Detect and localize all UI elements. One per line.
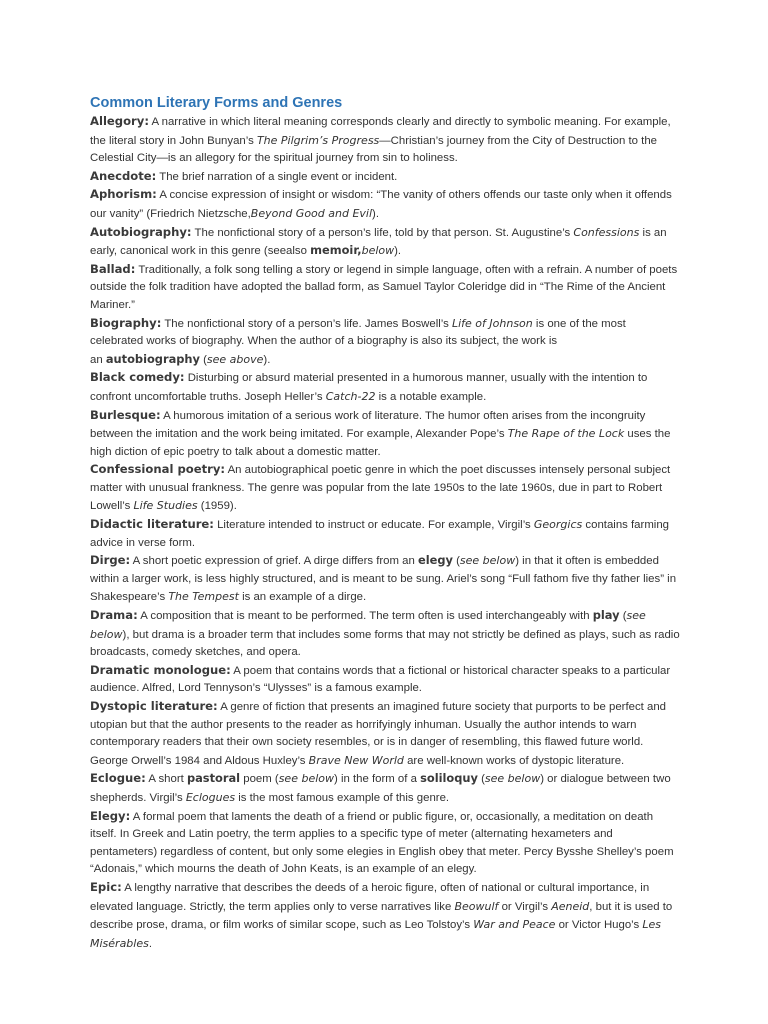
entry-text: an <box>90 353 106 366</box>
cross-reference: play <box>592 608 620 623</box>
entry-term: Ballad: <box>90 261 136 276</box>
entry-text: The nonfictional story of a person’s life. James Boswell’s <box>161 317 452 330</box>
entry-italic: Les Misérables <box>90 918 661 950</box>
entry-term: Eclogue: <box>90 771 146 786</box>
entry-italic: Brave New World <box>308 753 404 767</box>
entry-term: Autobiography: <box>90 224 192 239</box>
entry-text: A genre of fiction that presents an imagined future society that purports to be perfect and utopian but that the author presents to the reader as horrifyingly inhuman. Usually the author intends to warn contemporary readers that their own society resembles, or is in danger of resembling, this flawed future world. George Orwell’s 1984 and Aldous Huxley’s <box>90 701 666 767</box>
entry-italic: see below <box>459 554 516 568</box>
entry-term: Biography: <box>90 315 162 330</box>
entry-term: Elegy: <box>90 808 131 823</box>
entry-text: ), but drama is a broader term that includes some forms that may not strictly be defined as plays, such as radio broadcasts, comedy sketches, and opera. <box>90 628 680 659</box>
entry-term: Anecdote: <box>90 168 157 183</box>
entry-italic: Confessions <box>573 225 640 239</box>
entry-term: Dystopic literature: <box>90 699 218 713</box>
glossary-entry <box>90 168 680 187</box>
entry-text: A lengthy narrative that describes the deeds of a heroic figure, often of national or cultural importance, in elevated language. Strictly, the term applies only to verse narratives like <box>90 881 650 913</box>
entry-text: is an example of a dirge. <box>238 591 367 604</box>
glossary-entry <box>90 662 680 698</box>
entry-text: Literature intended to instruct or educate. For example, Virgil’s <box>213 519 534 532</box>
entry-italic: The Pilgrim’s Progress <box>256 133 380 147</box>
glossary-entry <box>90 369 680 406</box>
glossary-entry <box>90 461 680 516</box>
entry-italic: Georgics <box>533 518 583 532</box>
entry-italic: The Rape of the Lock <box>507 427 625 441</box>
entry-text: ) in the form of a <box>334 773 421 786</box>
entry-text: The brief narration of a single event or incident. <box>156 170 398 183</box>
entry-term: Dramatic monologue: <box>90 662 231 677</box>
entry-italic: Beyond Good and Evil <box>250 206 373 220</box>
entry-text: . <box>148 937 153 950</box>
glossary-entry <box>90 261 680 315</box>
entry-text: Disturbing or absurd material presented in a humorous manner, usually with the intention to confront uncomfortable truths. Joseph Heller’s <box>90 372 648 403</box>
page-title: Common Literary Forms and Genres <box>90 95 343 111</box>
entry-italic: see below <box>90 609 646 641</box>
entry-text: , but it is used to describe prose, drama, or film works of similar scope, such as Leo Tolstoy’s <box>90 900 673 932</box>
glossary-entry <box>90 808 680 879</box>
entry-italic: Aeneid <box>551 899 590 913</box>
entry-term: Drama: <box>90 608 138 623</box>
glossary-entry <box>90 879 680 953</box>
entry-italic: see above <box>206 352 264 366</box>
entry-text: (1959). <box>197 500 237 513</box>
entry-text: or Victor Hugo’s <box>555 919 643 932</box>
glossary-entry <box>90 607 680 662</box>
glossary-entry <box>90 552 680 607</box>
glossary-entry <box>90 315 680 370</box>
entry-italic: Life Studies <box>133 499 198 513</box>
entry-text: A narrative in which literal meaning corresponds clearly and directly to symbolic meaning. For example, the literal story in John Bunyan’s <box>90 116 671 147</box>
entry-term: Epic: <box>90 879 122 894</box>
entry-text: ( <box>619 610 627 623</box>
glossary-entry <box>90 770 680 807</box>
entry-text: contains farming advice in verse form. <box>90 519 670 549</box>
entry-text: A poem that contains words that a fictional or historical character speaks to a particular audience. Alfred, Lord Tennyson’s “Ulysses” is a famous example. <box>90 664 671 695</box>
entry-text: is one of the most celebrated works of biography. When the author of a biography is also its subject, the work is <box>90 317 626 348</box>
glossary-entry <box>90 113 680 168</box>
entry-text: A humorous imitation of a serious work of literature. The humor often arises from the incongruity between the imitation and the work being imitated. For example, Alexander Pope’s <box>90 409 646 441</box>
entry-text: are well-known works of dystopic literature. <box>403 754 625 767</box>
entry-text: A short <box>145 773 187 786</box>
entry-italic: War and Peace <box>473 918 556 932</box>
entry-text: The nonfictional story of a person’s life, told by that person. St. Augustine’s <box>191 226 574 239</box>
glossary-entry <box>90 698 680 770</box>
entry-text: ( <box>477 773 485 786</box>
document-body <box>90 94 680 953</box>
entry-text: Traditionally, a folk song telling a story or legend in simple language, often with a refrain. A number of poets outside the folk tradition have adopted the ballad form, as Samuel Taylor Coleridge did in “The Rime of the Ancient Mariner.” <box>90 263 678 311</box>
cross-reference: autobiography <box>105 351 200 366</box>
entry-term: Allegory: <box>90 114 149 128</box>
entry-text: is an early, canonical work in this genre (seealso <box>90 226 667 258</box>
entry-text: A formal poem that laments the death of a friend or public figure, or, occasionally, a meditation on death itself. In Greek and Latin poetry, the term applies to a specific type of meter (alternating hexameters and pentameters) regardless of content, but only some elegies in English obey that meter. Percy Bysshe Shelley’s poem “Adonais,” which mourns the death of John Keats, is an example of an elegy. <box>90 810 674 876</box>
entry-term: Dirge: <box>90 553 131 568</box>
glossary-entry <box>90 407 680 462</box>
entry-text: uses the high diction of epic poetry to talk about a domestic matter. <box>90 428 671 458</box>
cross-reference: soliloquy <box>420 771 478 786</box>
entry-text: A composition that is meant to be performed. The term often is used interchangeably with <box>137 610 593 623</box>
entry-term: Confessional poetry: <box>90 462 226 477</box>
entry-italic: Beowulf <box>454 899 499 913</box>
glossary-entry <box>90 224 680 261</box>
entry-italic: below <box>361 244 395 258</box>
entry-italic: Life of Johnson <box>451 316 533 330</box>
entry-text: ). <box>372 207 379 220</box>
entry-term: Black comedy: <box>90 370 185 385</box>
entry-text: is a notable example. <box>375 390 487 403</box>
entry-italic: see below <box>278 772 334 786</box>
entry-term: Aphorism: <box>90 187 157 202</box>
glossary-list <box>90 113 680 953</box>
entry-italic: Eclogues <box>185 790 236 804</box>
entry-text: is the most famous example of this genre. <box>235 791 450 804</box>
entry-term: Didactic literature: <box>90 517 214 532</box>
entry-text: ). <box>263 353 271 366</box>
entry-italic: Catch-22 <box>325 389 376 403</box>
entry-text: ). <box>394 245 402 258</box>
entry-italic: The Tempest <box>168 590 239 604</box>
entry-text: —Christian’s journey from the City of Destruction to the Celestial City—is an allegory for the spiritual journey from sin to holiness. <box>90 134 657 165</box>
entry-text: or Virgil’s <box>498 900 552 913</box>
entry-text: ) in that it often is embedded within a larger work, is less highly structured, and is meant to be sung. Ariel’s song “Full fathom five thy father lies” in Shakespeare’s <box>90 555 677 604</box>
entry-text: A concise expression of insight or wisdom: “The vanity of others offends our taste only when it offends our vanity” (Friedrich Nietzsche, <box>90 189 672 220</box>
cross-reference: pastoral <box>186 771 241 786</box>
entry-italic: see below <box>484 772 541 786</box>
entry-text: An autobiographical poetic genre in which the poet discusses intensely personal subject matter with unusual frankness. The genre was popular from the late 1950s to the late 1960s, due in part to Robert Lowell’s <box>90 464 671 513</box>
entry-text: poem ( <box>240 773 279 786</box>
entry-text: A short poetic expression of grief. A dirge differs from an <box>130 555 418 568</box>
entry-text: ) or dialogue between two shepherds. Virgil’s <box>90 773 671 804</box>
entry-text: ( <box>452 555 460 568</box>
glossary-entry <box>90 186 680 223</box>
cross-reference: memoir, <box>310 243 362 258</box>
glossary-entry <box>90 516 680 552</box>
entry-term: Burlesque: <box>90 407 161 422</box>
cross-reference: elegy <box>418 553 453 568</box>
entry-text: ( <box>199 353 207 366</box>
